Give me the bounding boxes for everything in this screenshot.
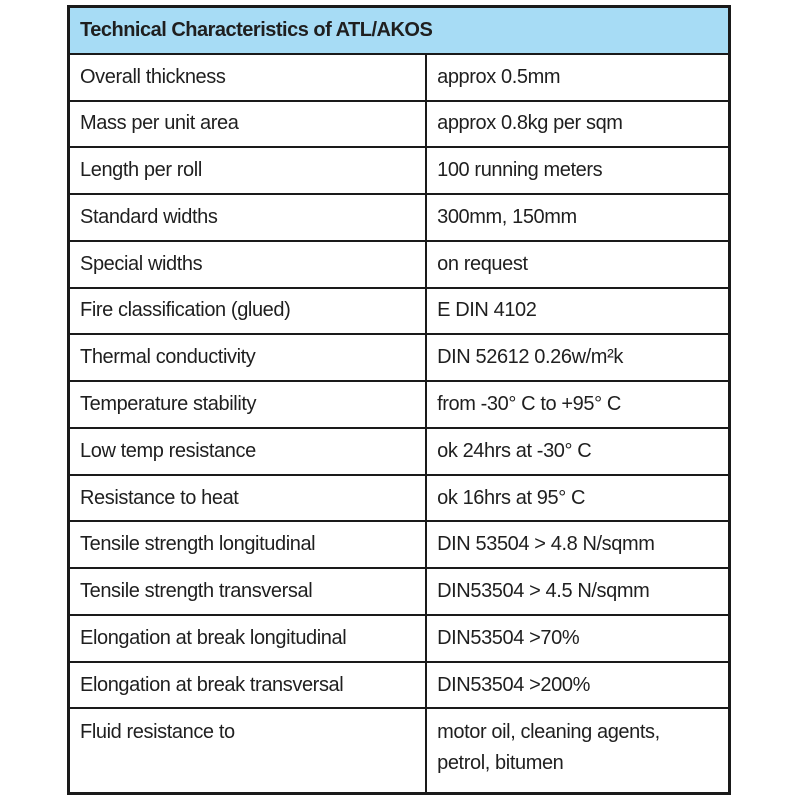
row-label: Low temp resistance [69, 428, 427, 475]
table-title: Technical Characteristics of ATL/AKOS [69, 7, 730, 54]
table-row [69, 568, 730, 615]
row-value: 300mm, 150mm [426, 194, 729, 241]
row-value: DIN 52612 0.26w/m²k [426, 334, 729, 381]
table-row [69, 241, 730, 288]
row-value: E DIN 4102 [426, 288, 729, 335]
table-row [69, 381, 730, 428]
row-value: DIN53504 >70% [426, 615, 729, 662]
row-value: DIN53504 > 4.5 N/sqmm [426, 568, 729, 615]
table-row [69, 288, 730, 335]
row-value [426, 708, 729, 793]
row-value-line: motor oil, cleaning agents, [437, 721, 660, 744]
table-row [69, 428, 730, 475]
row-value: DIN 53504 > 4.8 N/sqmm [426, 521, 729, 568]
row-label: Elongation at break transversal [69, 662, 427, 709]
table-row [69, 475, 730, 522]
row-value: 100 running meters [426, 147, 729, 194]
table-row [69, 708, 730, 793]
table-row [69, 521, 730, 568]
row-label: Elongation at break longitudinal [69, 615, 427, 662]
table-row [69, 662, 730, 709]
row-label: Mass per unit area [69, 101, 427, 148]
row-label: Special widths [69, 241, 427, 288]
row-label: Temperature stability [69, 381, 427, 428]
row-label: Tensile strength transversal [69, 568, 427, 615]
table-row [69, 147, 730, 194]
row-value: from -30° C to +95° C [426, 381, 729, 428]
table-row [69, 615, 730, 662]
row-value-line: petrol, bitumen [437, 752, 564, 775]
row-label: Tensile strength longitudinal [69, 521, 427, 568]
row-label: Length per roll [69, 147, 427, 194]
row-label: Fire classification (glued) [69, 288, 427, 335]
row-value: approx 0.5mm [426, 54, 729, 101]
row-value: DIN53504 >200% [426, 662, 729, 709]
table-title-row [69, 7, 730, 54]
row-label: Resistance to heat [69, 475, 427, 522]
technical-characteristics-table [67, 5, 731, 795]
row-label: Overall thickness [69, 54, 427, 101]
table-row [69, 54, 730, 101]
row-value: ok 16hrs at 95° C [426, 475, 729, 522]
row-value: approx 0.8kg per sqm [426, 101, 729, 148]
row-label: Standard widths [69, 194, 427, 241]
row-label: Thermal conductivity [69, 334, 427, 381]
table-row [69, 334, 730, 381]
row-value: ok 24hrs at -30° C [426, 428, 729, 475]
table-row [69, 194, 730, 241]
row-value: on request [426, 241, 729, 288]
table-row [69, 101, 730, 148]
row-label: Fluid resistance to [69, 708, 427, 793]
